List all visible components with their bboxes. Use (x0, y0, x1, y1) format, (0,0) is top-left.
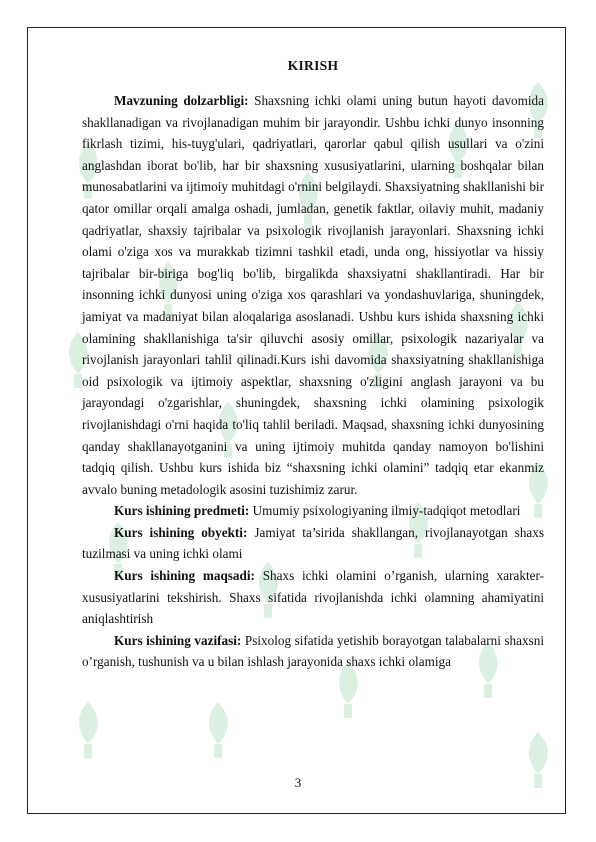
paragraph-label: Kurs ishining obyekti: (114, 524, 248, 540)
page-number: 3 (294, 775, 302, 790)
document-body (82, 58, 544, 673)
paragraph-tasks (82, 630, 544, 673)
paragraph-object (82, 522, 544, 565)
paragraph-text: Shaxsning ichki olami uning butun hayoti davomida shakllanadigan va rivojlanadigan muhim bir jarayondir. Ushbu ichki dunyo insonning fikrlash tizimi, his-tuyg'ulari, qadriyatlari, qarorlar qabul qilish usullari va o'zini anglashdan iborat bo'lib, har bir shaxsning xususiyatlarini, ularning boshqalar bilan munosabatlarini va ijtimoiy muhitdagi o'rnini belgilaydi. Shaxsiyatning shakllanishi bir qator omillar orqali amalga oshadi, jumladan, genetik faktlar, oilaviy muhit, madaniy qadriyatlar, shaxsiy tajribalar va psixologik rivojlanish jarayonlari. Shaxsning ichki olami o'ziga xos va murakkab tizimni tashkil etadi, unda ong, hissiyotlar va hissiy tajribalar bir-biriga bog'liq bo'lib, birgalikda shaxsiyatni shakllantiradi. Har bir insonning ichki dunyosi uning o'ziga xos qarashlari va yondashuvlariga, shuningdek, jamiyat va madaniyat bilan aloqalariga asoslanadi. Ushbu kurs ishida shaxsning ichki olamining shakllanishiga ta'sir qiluvchi asosiy omillar, psixologik nazariyalar va rivojlanish jarayonlari tahlil qilinadi.Kurs ishi davomida shaxsiyatning shakllanishiga oid psixologik va ijtimoiy aspektlar, shaxsning o'zligini anglash jarayoni va bu jarayondagi o'zgarishlar, shuningdek, shaxsning ichki olamining psixologik rivojlanishdagi o'rni haqida to'liq tahlil beriladi. Maqsad, shaxsning ichki dunyosining qanday shakllanayotganini va uning ijtimoiy muhitda qanday namoyon bo'lishini tadqiq qilish. Ushbu kurs ishida biz “shaxsning ichki olamini” tadqiq etar ekanmiz avvalo buning metadologik asosini tuzishimiz zarur. (82, 93, 545, 497)
paragraph-text: Umumiy psixologiyaning ilmiy-tadqiqot metodlari (249, 503, 521, 519)
paragraph-relevance (82, 90, 544, 500)
paragraph-goal (82, 565, 544, 630)
paragraph-label: Kurs ishining maqsadi: (114, 568, 255, 584)
paragraph-subject (82, 500, 544, 522)
paragraph-label: Mavzuning dolzarbligi: (114, 93, 249, 108)
page-title: KIRISH (287, 58, 339, 73)
paragraph-label: Kurs ishining predmeti: (114, 503, 250, 519)
paragraph-text: Jamiyat ta’sirida shakllangan, rivojlanayotgan shaxs tuzilmasi va uning ichki olami (82, 524, 544, 562)
paragraph-text: Shaxs ichki olamini o’rganish, ularning xarakter-xususiyatlarini tekshirish. Shaxs sifatida rivojlanishda ichki olamning ahamiyatini aniqlashtirish (82, 568, 544, 627)
paragraph-text: Psixolog sifatida yetishib borayotgan talabalarni shaxsni o’rganish, tushunish va u bilan ishlash jarayonida shaxs ichki olamiga (82, 632, 544, 670)
paragraph-label: Kurs ishining vazifasi: (114, 632, 242, 648)
